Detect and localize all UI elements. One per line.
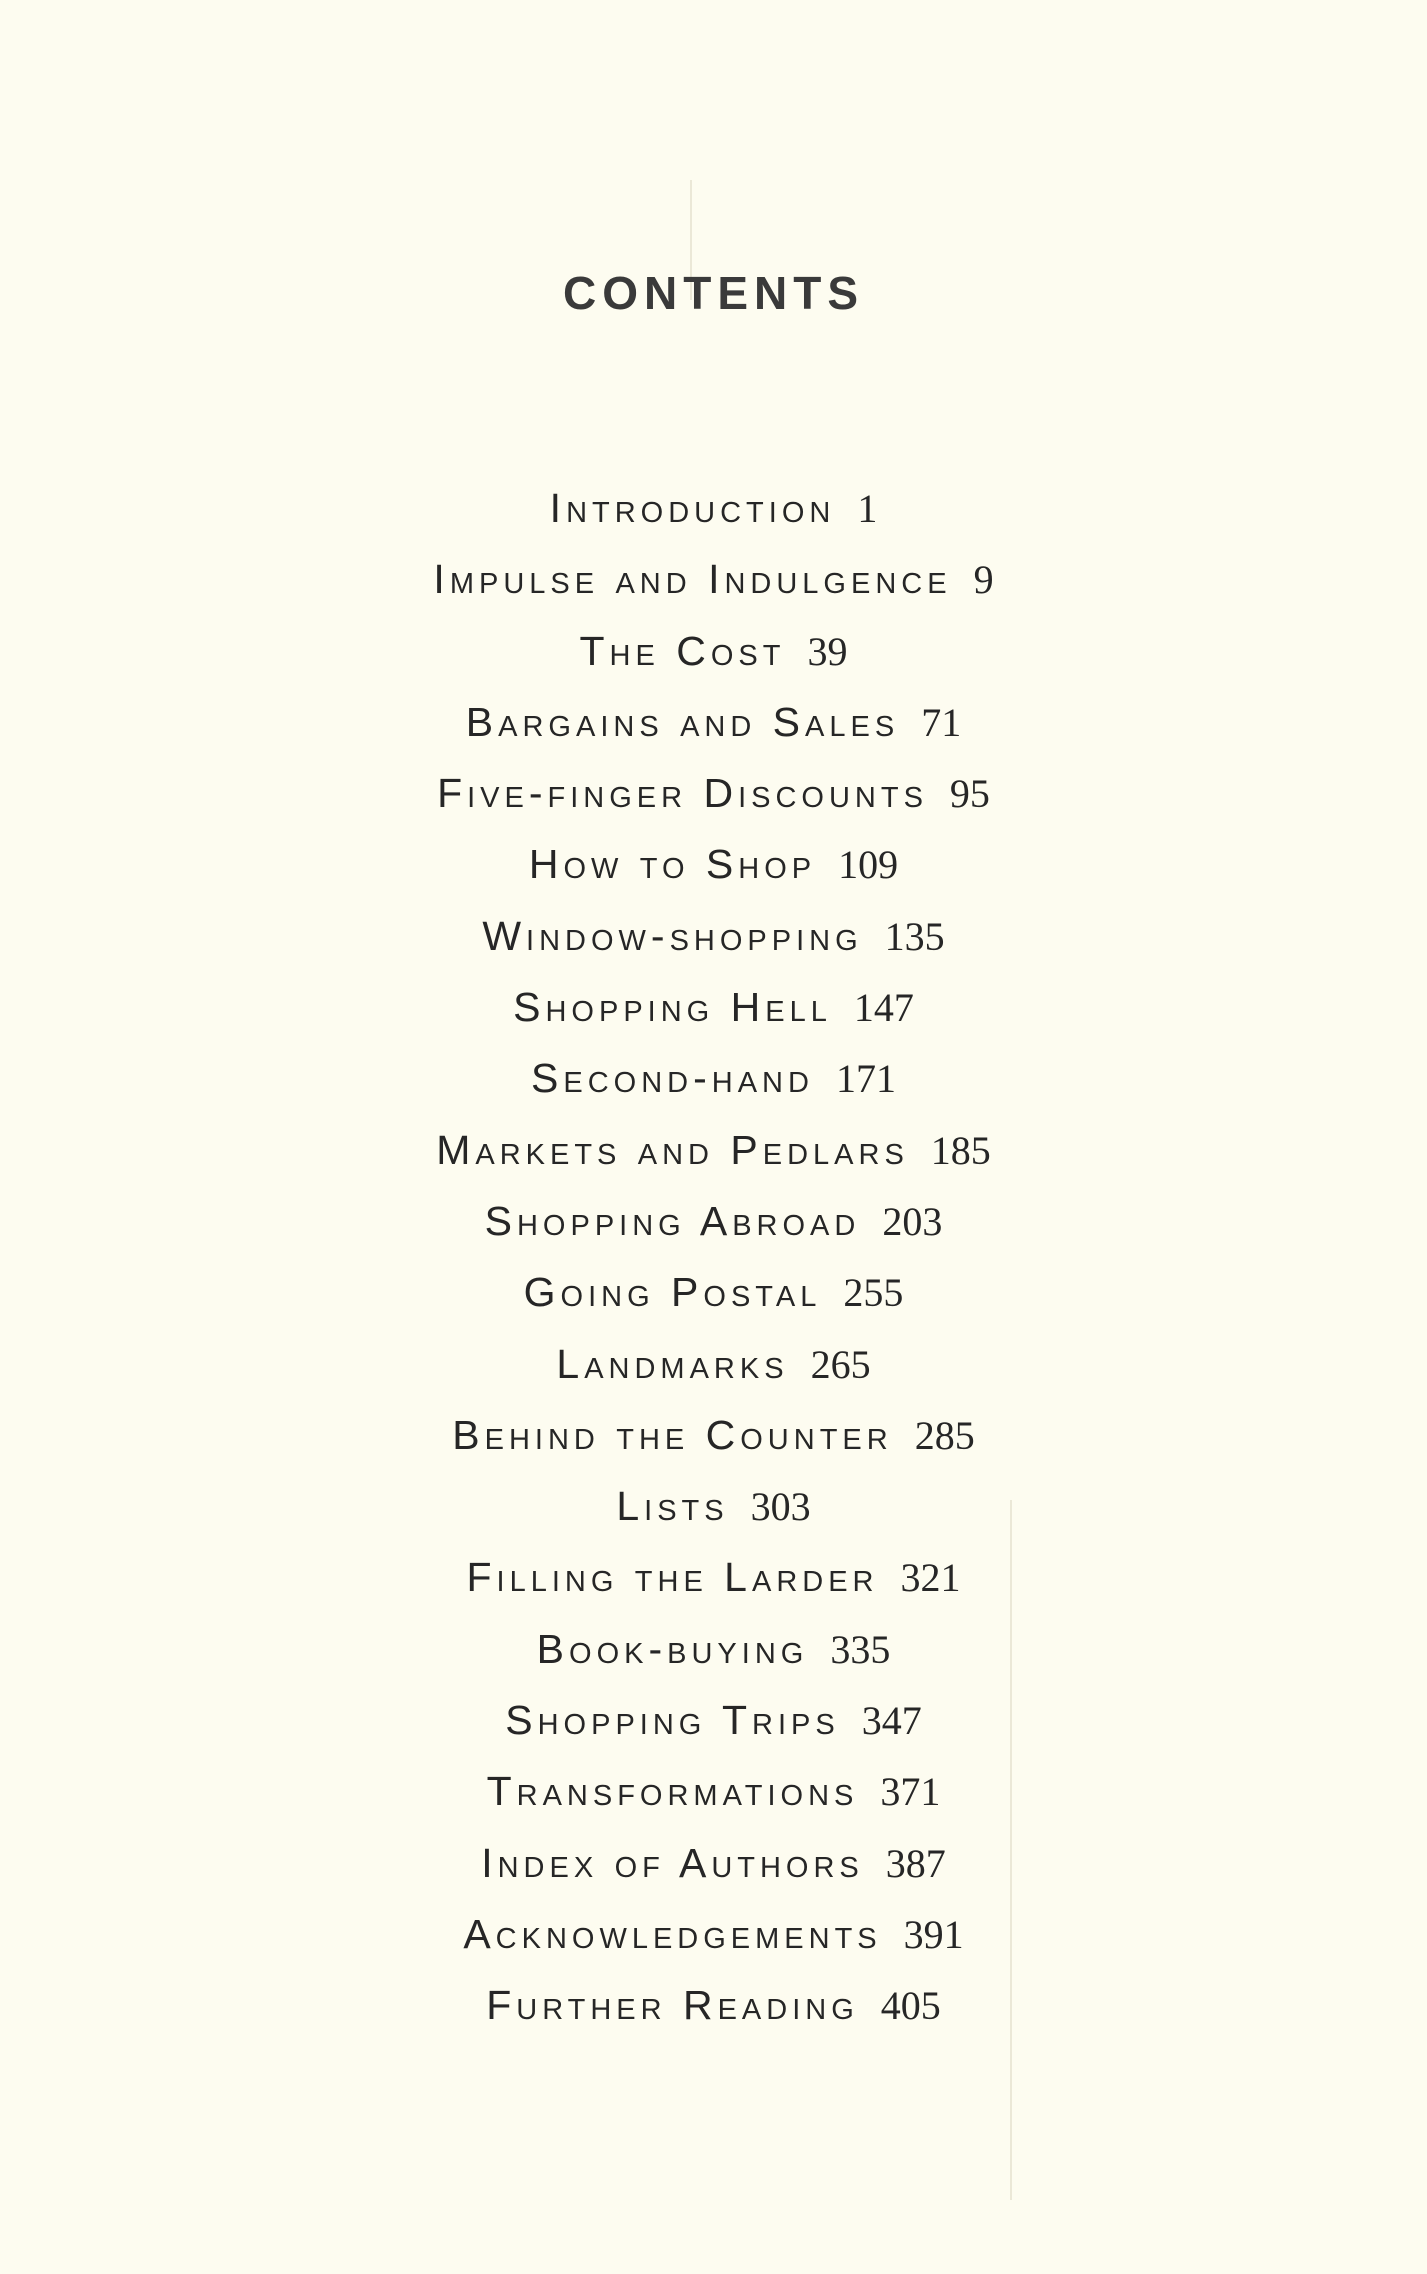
toc-entry[interactable]	[0, 763, 1427, 834]
toc-entry[interactable]	[0, 1833, 1427, 1904]
toc-entry[interactable]	[0, 1904, 1427, 1975]
toc-entry-page-number: 109	[838, 842, 899, 888]
toc-entry-page-number: 405	[880, 1983, 941, 2029]
toc-entry-page-number: 347	[861, 1698, 922, 1744]
toc-entry-title: Five-finger Discounts	[437, 770, 928, 817]
toc-entry-title: Filling the Larder	[466, 1554, 879, 1601]
page-title: CONTENTS	[563, 267, 864, 319]
toc-entry-page-number: 391	[903, 1911, 964, 1957]
toc-entry[interactable]	[0, 1761, 1427, 1832]
toc-entry[interactable]	[0, 549, 1427, 620]
toc-entry-page-number: 71	[921, 699, 962, 745]
toc-entry-page-number: 185	[930, 1127, 991, 1173]
toc-entry[interactable]	[0, 621, 1427, 692]
toc-entry-page-number: 321	[900, 1555, 961, 1601]
toc-entry-title: Going Postal	[523, 1269, 822, 1316]
toc-entry-page-number: 265	[810, 1341, 871, 1387]
toc-entry-title: Landmarks	[556, 1340, 789, 1387]
toc-entry-title: Behind the Counter	[452, 1411, 893, 1458]
toc-entry[interactable]	[0, 1405, 1427, 1476]
toc-entry[interactable]	[0, 1619, 1427, 1690]
toc-entry-page-number: 203	[882, 1198, 943, 1244]
toc-entry-page-number: 371	[880, 1769, 941, 1815]
toc-entry-title: The Cost	[579, 627, 786, 674]
toc-entry[interactable]	[0, 1547, 1427, 1618]
toc-entry-title: Markets and Pedlars	[436, 1126, 909, 1173]
toc-entry[interactable]	[0, 1975, 1427, 2046]
toc-entry-page-number: 387	[885, 1840, 946, 1886]
toc-entry[interactable]	[0, 692, 1427, 763]
toc-entry[interactable]	[0, 478, 1427, 549]
toc-entry-title: Transformations	[486, 1768, 859, 1815]
toc-entry-page-number: 1	[857, 486, 878, 531]
toc-entry-title: Bargains and Sales	[465, 698, 900, 745]
toc-entry-page-number: 147	[853, 985, 914, 1031]
toc-entry-title: Second-hand	[531, 1055, 814, 1102]
toc-entry-page-number: 95	[949, 771, 990, 817]
toc-entry-title: Introduction	[549, 485, 836, 531]
toc-entry-page-number: 303	[750, 1484, 811, 1530]
toc-entry[interactable]	[0, 906, 1427, 977]
toc-entry-page-number: 39	[807, 628, 848, 674]
toc-entry[interactable]	[0, 1690, 1427, 1761]
toc-entry-page-number: 285	[914, 1412, 975, 1458]
toc-entry-title: Shopping Abroad	[484, 1197, 861, 1244]
toc-entry-title: Index of Authors	[481, 1839, 864, 1886]
toc-entry-page-number: 335	[830, 1626, 891, 1672]
toc-entry-page-number: 135	[884, 913, 945, 959]
toc-entry-page-number: 255	[843, 1270, 904, 1316]
toc-entry-title: Further Reading	[486, 1982, 859, 2029]
toc-entry[interactable]	[0, 1048, 1427, 1119]
toc-entry[interactable]	[0, 1120, 1427, 1191]
toc-entry[interactable]	[0, 977, 1427, 1048]
toc-entry-title: Window-shopping	[482, 912, 863, 959]
toc-entry-title: Impulse and Indulgence	[433, 556, 952, 603]
toc-entry[interactable]	[0, 1262, 1427, 1333]
toc-entry[interactable]	[0, 1191, 1427, 1262]
toc-entry-page-number: 171	[835, 1056, 896, 1102]
toc-entry-title: Acknowledgements	[463, 1910, 882, 1957]
toc-entry-title: Lists	[616, 1483, 729, 1530]
toc-entry[interactable]	[0, 834, 1427, 905]
toc-entry-page-number: 9	[973, 557, 994, 603]
toc-entry-title: Shopping Trips	[505, 1697, 840, 1744]
toc-entry-title: Book-buying	[536, 1625, 809, 1672]
toc-entry[interactable]	[0, 1476, 1427, 1547]
toc-entry-title: How to Shop	[528, 841, 817, 888]
toc-entry-title: Shopping Hell	[513, 984, 832, 1031]
toc-entry[interactable]	[0, 1334, 1427, 1405]
table-of-contents	[0, 478, 1427, 2047]
